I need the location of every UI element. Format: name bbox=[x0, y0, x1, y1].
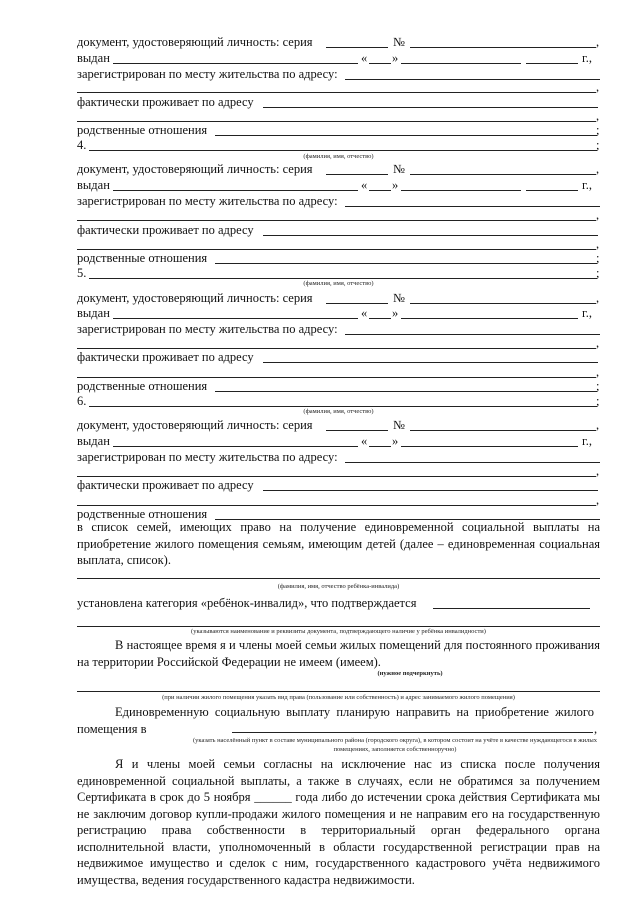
passport-number-field[interactable] bbox=[410, 34, 596, 48]
housing-caption: (при наличии жилого помещения указать вид права (пользование или собственность) и адрес занимаемого жилого помещения) bbox=[162, 694, 515, 701]
residence-address-field-2[interactable] bbox=[77, 364, 596, 378]
issued-date-field[interactable] bbox=[401, 433, 578, 447]
issued-month-field[interactable] bbox=[401, 50, 521, 64]
category-document-field-2[interactable] bbox=[77, 614, 600, 627]
fio-caption: (фамилия, имя, отчество) bbox=[303, 153, 374, 160]
list-paragraph: в список семей, имеющих право на получение единовременной социальной выплаты на приобретение жилого помещения семьям, имеющим детей (далее – единовременная социальная выплата, список). bbox=[77, 520, 600, 567]
registration-address-field[interactable] bbox=[345, 66, 600, 80]
child-caption: (фамилия, имя, отчество ребёнка-инвалида) bbox=[277, 583, 400, 590]
registration-address-field-2[interactable] bbox=[77, 207, 596, 221]
fio-caption: (фамилия, имя, отчество) bbox=[303, 280, 374, 287]
id-document-label: документ, удостоверяющий личность: серия bbox=[77, 35, 313, 49]
registration-address-field[interactable] bbox=[345, 449, 600, 463]
member-5-name-line: 5. ; bbox=[77, 266, 600, 280]
underline-note: (нужное подчеркнуть) bbox=[377, 670, 443, 677]
member-6-name-line: 6. ; bbox=[77, 394, 600, 408]
issued-day-field[interactable] bbox=[369, 50, 391, 64]
member-number: 6. bbox=[77, 394, 87, 408]
relation-field[interactable] bbox=[215, 250, 597, 264]
housing-rights-field[interactable] bbox=[77, 679, 600, 692]
member-4-name-field[interactable] bbox=[89, 137, 597, 151]
passport-series-field[interactable] bbox=[326, 161, 388, 175]
relation-field[interactable] bbox=[215, 506, 600, 520]
category-line bbox=[77, 595, 600, 611]
member-4-name-line: 4. ; bbox=[77, 138, 600, 152]
settlement-caption: (указать населённый пункт в составе муниципального района (городского округа), в котором состоит на учёте в качестве нуждающегося в жилых помещениях, заполняется собственноручно) bbox=[193, 737, 597, 753]
passport-number-field[interactable] bbox=[410, 417, 596, 431]
issued-year-field[interactable] bbox=[526, 177, 578, 191]
relation-field[interactable] bbox=[215, 122, 597, 136]
consent-paragraph: Я и члены моей семьи согласны на исключение нас из списка после получения единовременной социальной выплаты, а также в случаях, если не обратимся за получением Сертификата в срок до 5 ноября ______ года либо до истечении срока действия Сертификата мы не заключим договор купли-продажи жилого помещения и не направим его на государственную регистрацию права собственности в территориальный орган федерального органа исполнительной власти, уполномоченный в области государственной регистрации прав на недвижимое имущество и сделок с ним, государственного кадастрового учёта недвижимого имущества, ведения государственного кадастра недвижимости. bbox=[77, 757, 600, 887]
passport-number-field[interactable] bbox=[410, 161, 596, 175]
residence-address-field[interactable] bbox=[263, 477, 598, 491]
no-housing-paragraph: В настоящее время я и члены моей семьи жилых помещений для постоянного проживания на территории Российской Федерации не имеем (имеем). bbox=[77, 638, 600, 669]
residence-label: фактически проживает по адресу bbox=[77, 95, 254, 109]
passport-number-field[interactable] bbox=[410, 290, 596, 304]
issued-line: выдан « » г., bbox=[77, 51, 592, 65]
residence-address-field[interactable] bbox=[263, 94, 598, 108]
issued-day-field[interactable] bbox=[369, 177, 391, 191]
residence-address-field-2[interactable] bbox=[77, 492, 596, 506]
registration-address-field-2[interactable] bbox=[77, 335, 596, 349]
registration-address-field[interactable] bbox=[345, 193, 600, 207]
issued-day-field[interactable] bbox=[369, 305, 391, 319]
category-document-field[interactable] bbox=[433, 595, 590, 609]
issued-by-field[interactable] bbox=[113, 50, 358, 64]
registration-address-field-2[interactable] bbox=[77, 79, 596, 93]
issued-label: выдан bbox=[77, 51, 110, 65]
passport-series-field[interactable] bbox=[326, 417, 388, 431]
residence-address-field-2[interactable] bbox=[77, 108, 596, 122]
registration-address-field[interactable] bbox=[345, 321, 600, 335]
number-sign: № bbox=[393, 35, 405, 49]
issued-by-field[interactable] bbox=[113, 305, 358, 319]
registration-label: зарегистрирован по месту жительства по адресу: bbox=[77, 67, 338, 81]
relation-field[interactable] bbox=[215, 378, 597, 392]
member-number: 4. bbox=[77, 138, 87, 152]
issued-day-field[interactable] bbox=[369, 433, 391, 447]
relation-line: родственные отношения ; bbox=[77, 123, 600, 137]
member-5-name-field[interactable] bbox=[89, 265, 597, 279]
passport-series-field[interactable] bbox=[326, 290, 388, 304]
issued-date-field[interactable] bbox=[401, 305, 578, 319]
document-caption: (указываются наименование и реквизиты документа, подтверждающего наличие у ребёнка инвалидности) bbox=[191, 628, 486, 635]
issued-year-field[interactable] bbox=[526, 50, 578, 64]
id-document-line: документ, удостоверяющий личность: серия № , bbox=[77, 35, 600, 49]
residence-address-field[interactable] bbox=[263, 222, 598, 236]
direct-paragraph: Единовременную социальную выплату планирую направить на приобретение жилого помещения в bbox=[77, 705, 594, 736]
issued-month-field[interactable] bbox=[401, 177, 521, 191]
issued-by-field[interactable] bbox=[113, 177, 358, 191]
member-number: 5. bbox=[77, 266, 87, 280]
registration-address-field-2[interactable] bbox=[77, 463, 596, 477]
relation-label: родственные отношения bbox=[77, 123, 208, 137]
issued-by-field[interactable] bbox=[113, 433, 358, 447]
residence-address-field-2[interactable] bbox=[77, 236, 596, 250]
residence-address-field[interactable] bbox=[263, 349, 598, 363]
category-label: установлена категория «ребёнок-инвалид», что подтверждается bbox=[77, 596, 417, 610]
child-name-field[interactable] bbox=[77, 566, 600, 579]
member-6-name-field[interactable] bbox=[89, 393, 597, 407]
document-page: документ, удостоверяющий личность: серия № , выдан « » г., зарегистрирован по месту жительства по адресу: , фактически проживает по адресу , родственные отношения ; 4. ; (фамилия, имя, отчество) документ, удостоверяющий личность: серия № , выдан « » г., зарегистрирован по месту жительства по адресу: , фактически проживает по адресу , родственные отношения ; 5. ; (фамилия, имя, отчество) документ, удостоверяющий личность: серия № , выдан « » г., зарегистрирован по месту жительства по адресу: , фактически проживает по адресу , родственные отношения ; 6. ; (фамилия, имя, отчество) документ, удостоверяющий личность: серия № , выдан « » г., зарегистрирован по месту жительства по адресу: , фактически проживает по адресу , родственные отношения в список семей, имеющих право на получение единовременной социальной выплаты на приобретение жилого помещения семьям, имеющим детей (далее – единовременная социальная выплата, список). (фамилия, имя, отчество ребёнка-инвалида) установлена категория «ребёнок-инвалид», что подтверждается (указываются наименование и реквизиты документа, подтверждающего наличие у ребёнка инвалидности) В настоящее время я и члены моей семьи жилых помещений для постоянного проживания на территории Российской Федерации не имеем (имеем). (нужное подчеркнуть) (при наличии жилого помещения указать вид права (пользование или собственность) и адрес занимаемого жилого помещения) Единовременную социальную выплату планирую направить на приобретение жилого помещения в , (указать населённый пункт в составе муниципального района (городского округа), в котором состоит на учёте в качестве нуждающегося в жилых помещениях, заполняется собственноручно) Я и члены моей семьи согласны на исключение нас из списка после получения единовременной социальной выплаты, а также в случаях, если не обратимся за получением Сертификата в срок до 5 ноября ______ года либо до истечении срока действия Сертификата мы не заключим договор купли-продажи жилого помещения и не направим его на государственную регистрацию права собственности в территориальный орган федерального органа исполнительной власти, уполномоченный в области государственной регистрации прав на недвижимое имущество и сделок с ним, государственного кадастрового учёта недвижимого имущества, ведения государственного кадастра недвижимости. bbox=[0, 0, 640, 905]
settlement-field[interactable] bbox=[232, 720, 593, 733]
fio-caption: (фамилия, имя, отчество) bbox=[303, 408, 374, 415]
passport-series-field[interactable] bbox=[326, 34, 388, 48]
